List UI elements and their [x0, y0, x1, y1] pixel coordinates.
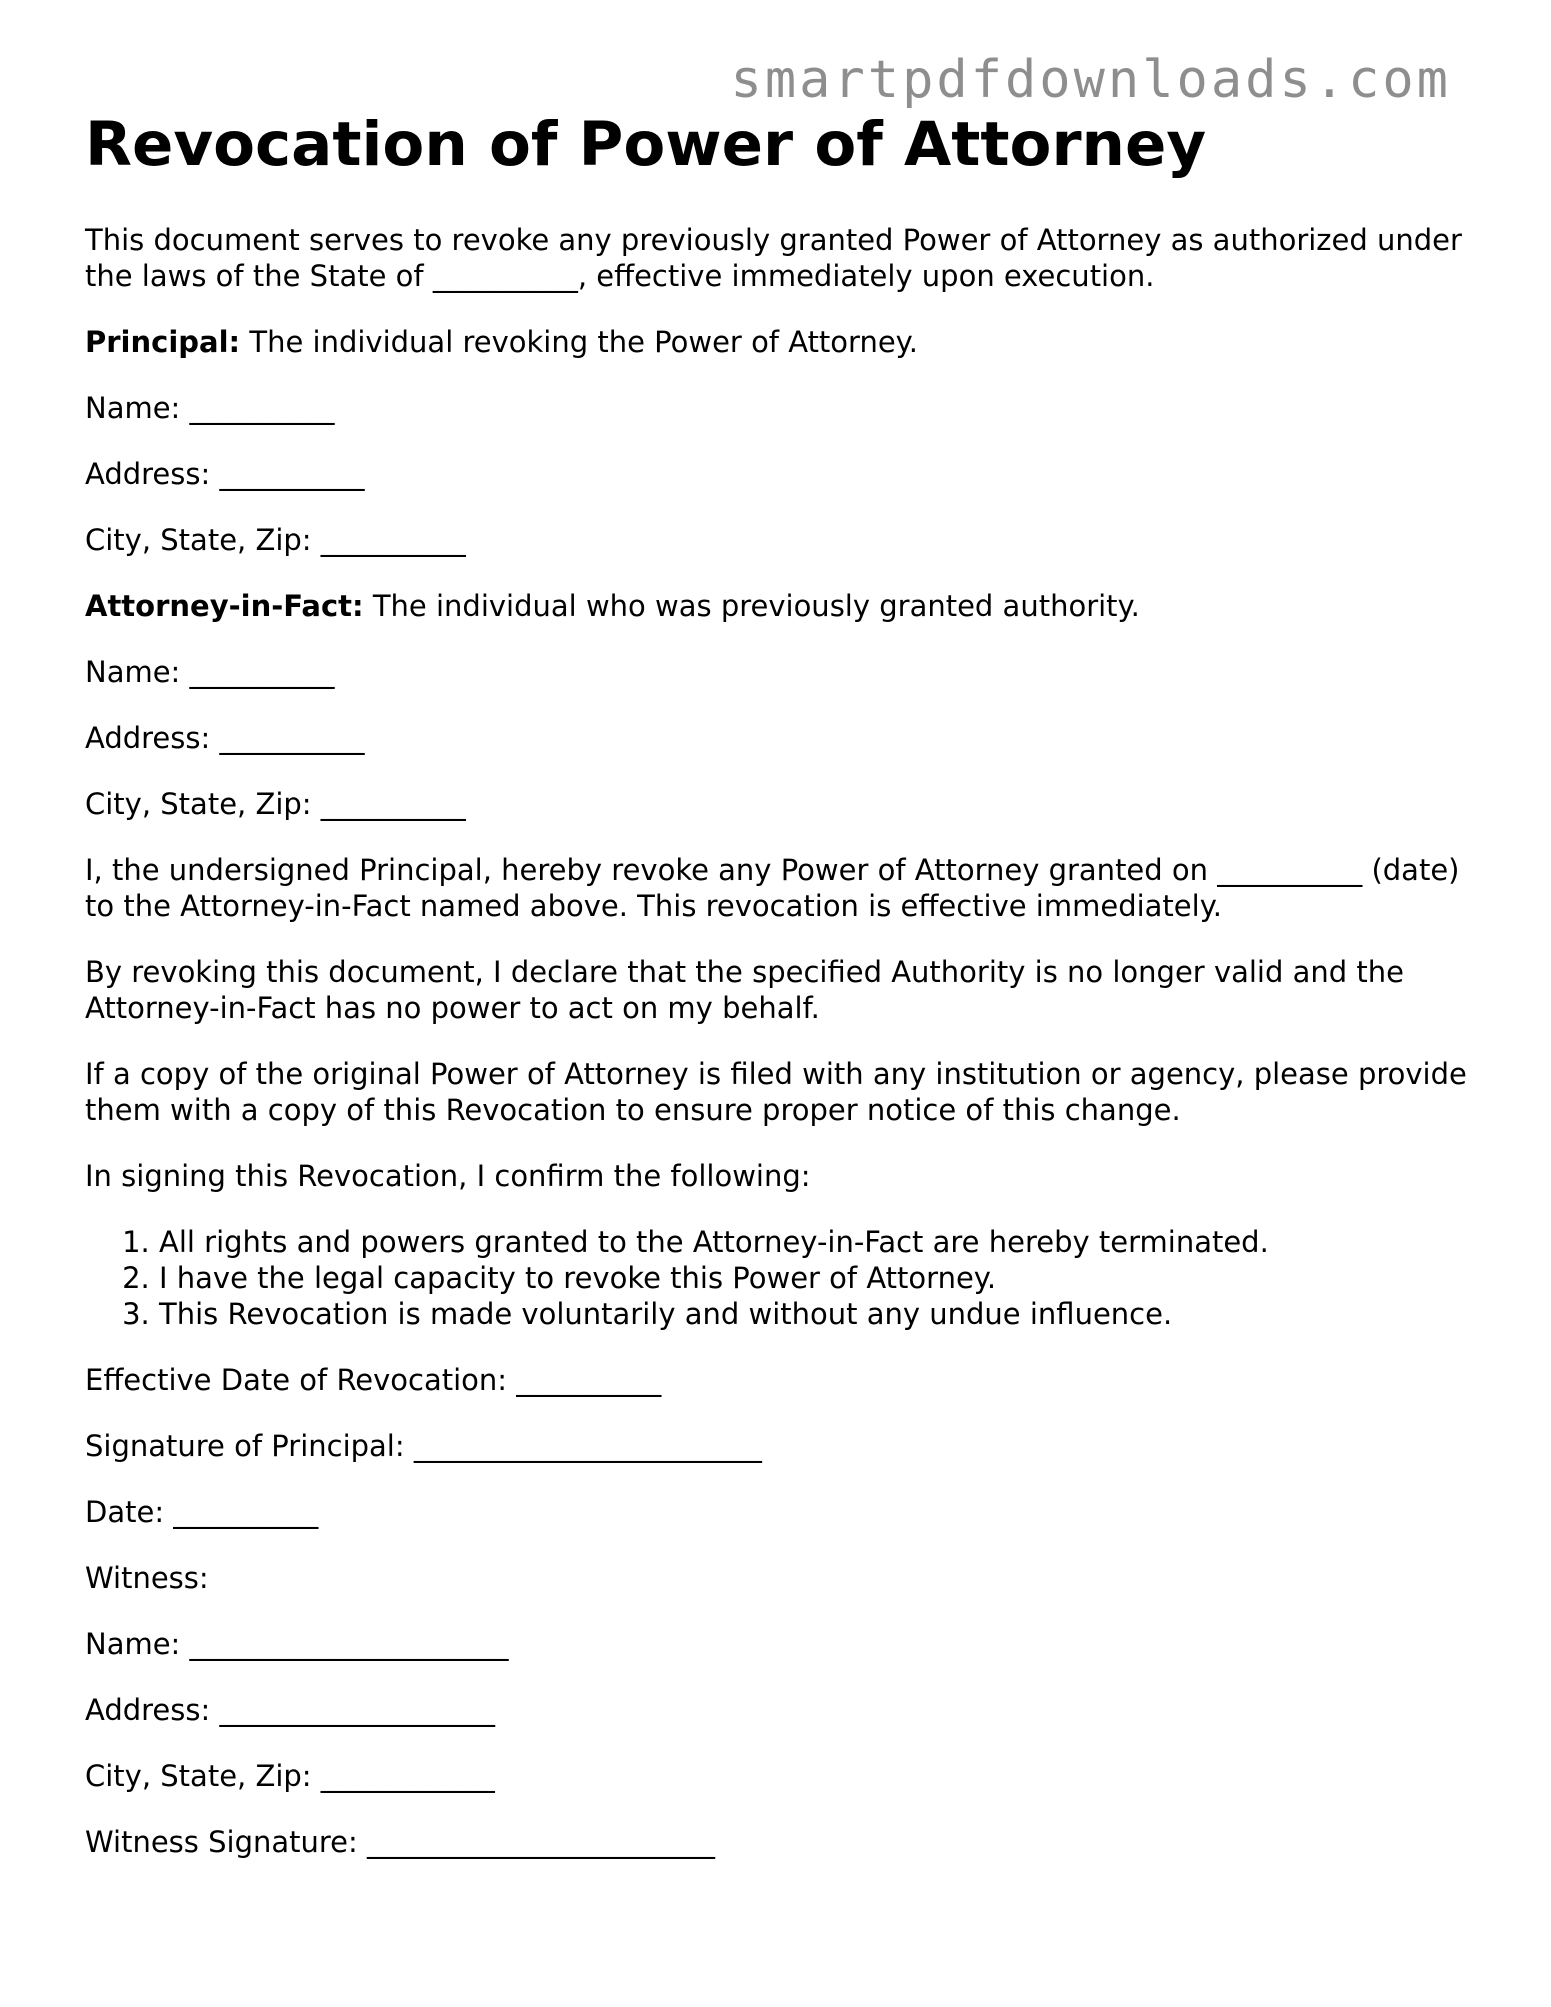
principal-city-state-zip-field: City, State, Zip: __________	[85, 523, 466, 557]
attorney-label: Attorney-in-Fact:	[85, 589, 364, 623]
attorney-city-state-zip-field: City, State, Zip: __________	[85, 787, 466, 821]
document-page	[85, 108, 1475, 1890]
principal-description: The individual revoking the Power of Attorney.	[240, 325, 918, 359]
principal-address-field: Address: __________	[85, 457, 365, 491]
effective-date-field: Effective Date of Revocation: __________	[85, 1363, 662, 1397]
intro-paragraph: This document serves to revoke any previously granted Power of Attorney as authorized under the laws of the State of __________, effective immediately upon execution.	[85, 223, 1462, 293]
list-item: 3. This Revocation is made voluntarily and without any undue influence.	[159, 1296, 1475, 1332]
principal-signature-field: Signature of Principal: ________________________	[85, 1429, 762, 1463]
principal-name-field: Name: __________	[85, 391, 335, 425]
date-field: Date: __________	[85, 1495, 319, 1529]
principal-heading	[85, 324, 1475, 360]
document-title: Revocation of Power of Attorney	[85, 109, 1207, 180]
revocation-statement: I, the undersigned Principal, hereby revoke any Power of Attorney granted on __________ (date) to the Attorney-in-Fact named above. This revocation is effective immediately.	[85, 853, 1460, 923]
notice-paragraph: If a copy of the original Power of Attorney is filed with any institution or agency, please provide them with a copy of this Revocation to ensure proper notice of this change.	[85, 1057, 1467, 1127]
witness-name-field: Name: ______________________	[85, 1627, 509, 1661]
attorney-address-field: Address: __________	[85, 721, 365, 755]
attorney-name-field: Name: __________	[85, 655, 335, 689]
declaration-paragraph: By revoking this document, I declare that the specified Authority is no longer valid and the Attorney-in-Fact has no power to act on my behalf.	[85, 955, 1404, 1025]
list-item: 2. I have the legal capacity to revoke this Power of Attorney.	[159, 1260, 1475, 1296]
attorney-heading	[85, 588, 1475, 624]
confirmation-intro: In signing this Revocation, I confirm the following:	[85, 1159, 811, 1193]
principal-label: Principal:	[85, 325, 241, 359]
witness-city-state-zip-field: City, State, Zip: ____________	[85, 1759, 495, 1793]
watermark: smartpdfdownloads.com	[730, 50, 1451, 110]
witness-signature-field: Witness Signature: ________________________	[85, 1825, 716, 1859]
list-item: 1. All rights and powers granted to the Attorney-in-Fact are hereby terminated.	[159, 1224, 1475, 1260]
witness-address-field: Address: ___________________	[85, 1693, 495, 1727]
confirmation-list	[85, 1224, 1475, 1332]
attorney-description: The individual who was previously granted authority.	[363, 589, 1140, 623]
witness-heading: Witness:	[85, 1561, 209, 1595]
